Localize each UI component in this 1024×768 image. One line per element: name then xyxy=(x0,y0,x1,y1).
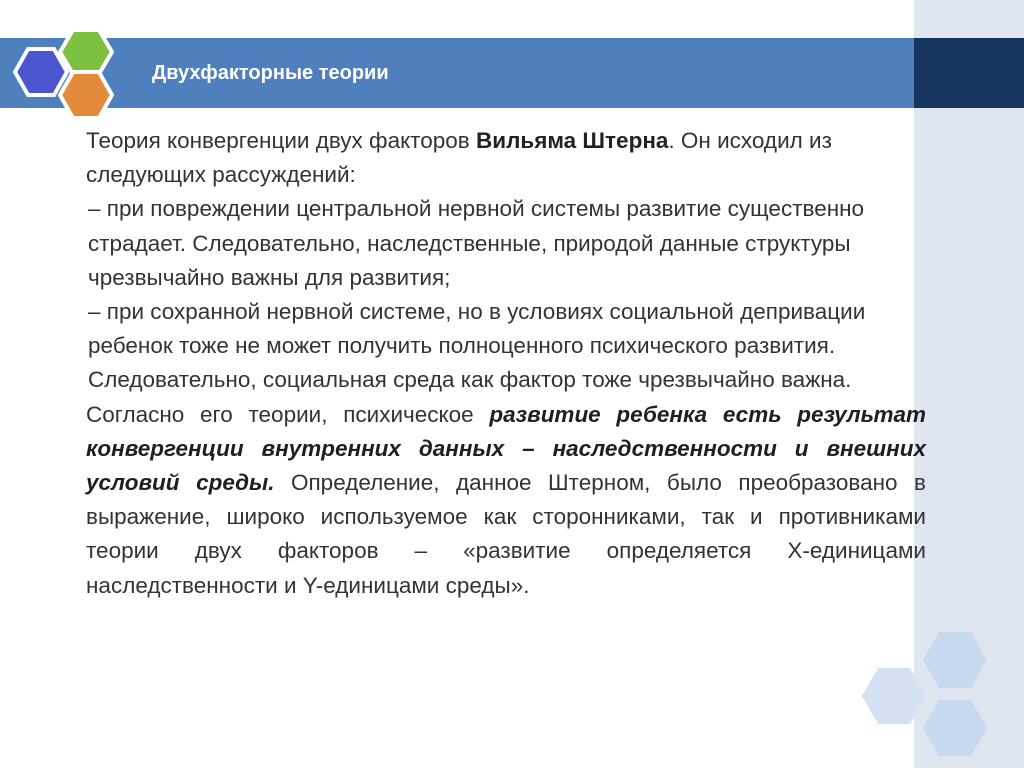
orange-hexagon xyxy=(60,72,112,118)
theory-paragraph xyxy=(86,398,926,603)
title-bar xyxy=(0,38,914,108)
theory-definition: развитие ребенка есть результат конвергенции внутренних данных – наследственности и внешних условий среды. xyxy=(86,401,927,496)
intro-text-end: . Он исходил из следующих рассуждений: xyxy=(86,128,832,188)
intro-paragraph xyxy=(86,124,926,192)
blue-hexagon xyxy=(15,49,67,95)
light-hexagon-left xyxy=(862,668,926,724)
author-name: Вильяма Штерна xyxy=(475,128,669,153)
green-hexagon xyxy=(60,30,112,74)
theory-text: Согласно его теории, психическое xyxy=(86,401,490,427)
bullet-nervous-system-damage: – при повреждении центральной нервной системы развитие существенно страдает. Следовательно, наследственные, природой данные структуры чрезвычайно важны для развития; xyxy=(88,196,865,290)
theory-text-end: Определение, данное Штерном, было преобразовано в выражение, широко используемое как сторонниками, так и противниками теории двух факторов – «развитие определяется X-единицами наследственности и Y-единицами среды». xyxy=(86,470,926,598)
hexagon-logo-icon xyxy=(0,0,130,130)
slide-content xyxy=(86,124,926,603)
intro-text: Теория конвергенции двух факторов xyxy=(86,128,476,153)
light-hexagon-top xyxy=(923,632,987,688)
decorative-hexagons-icon xyxy=(860,630,1000,768)
slide-title: Двухфакторные теории xyxy=(152,62,389,84)
title-bar-accent xyxy=(914,38,1024,108)
light-hexagon-bottom xyxy=(923,700,987,756)
bullet-social-deprivation: – при сохранной нервной системе, но в условиях социальной депривации ребенок тоже не может получить полноценного психического развития. Следовательно, социальная среда как фактор тоже чрезвычайно важна. xyxy=(88,299,866,393)
